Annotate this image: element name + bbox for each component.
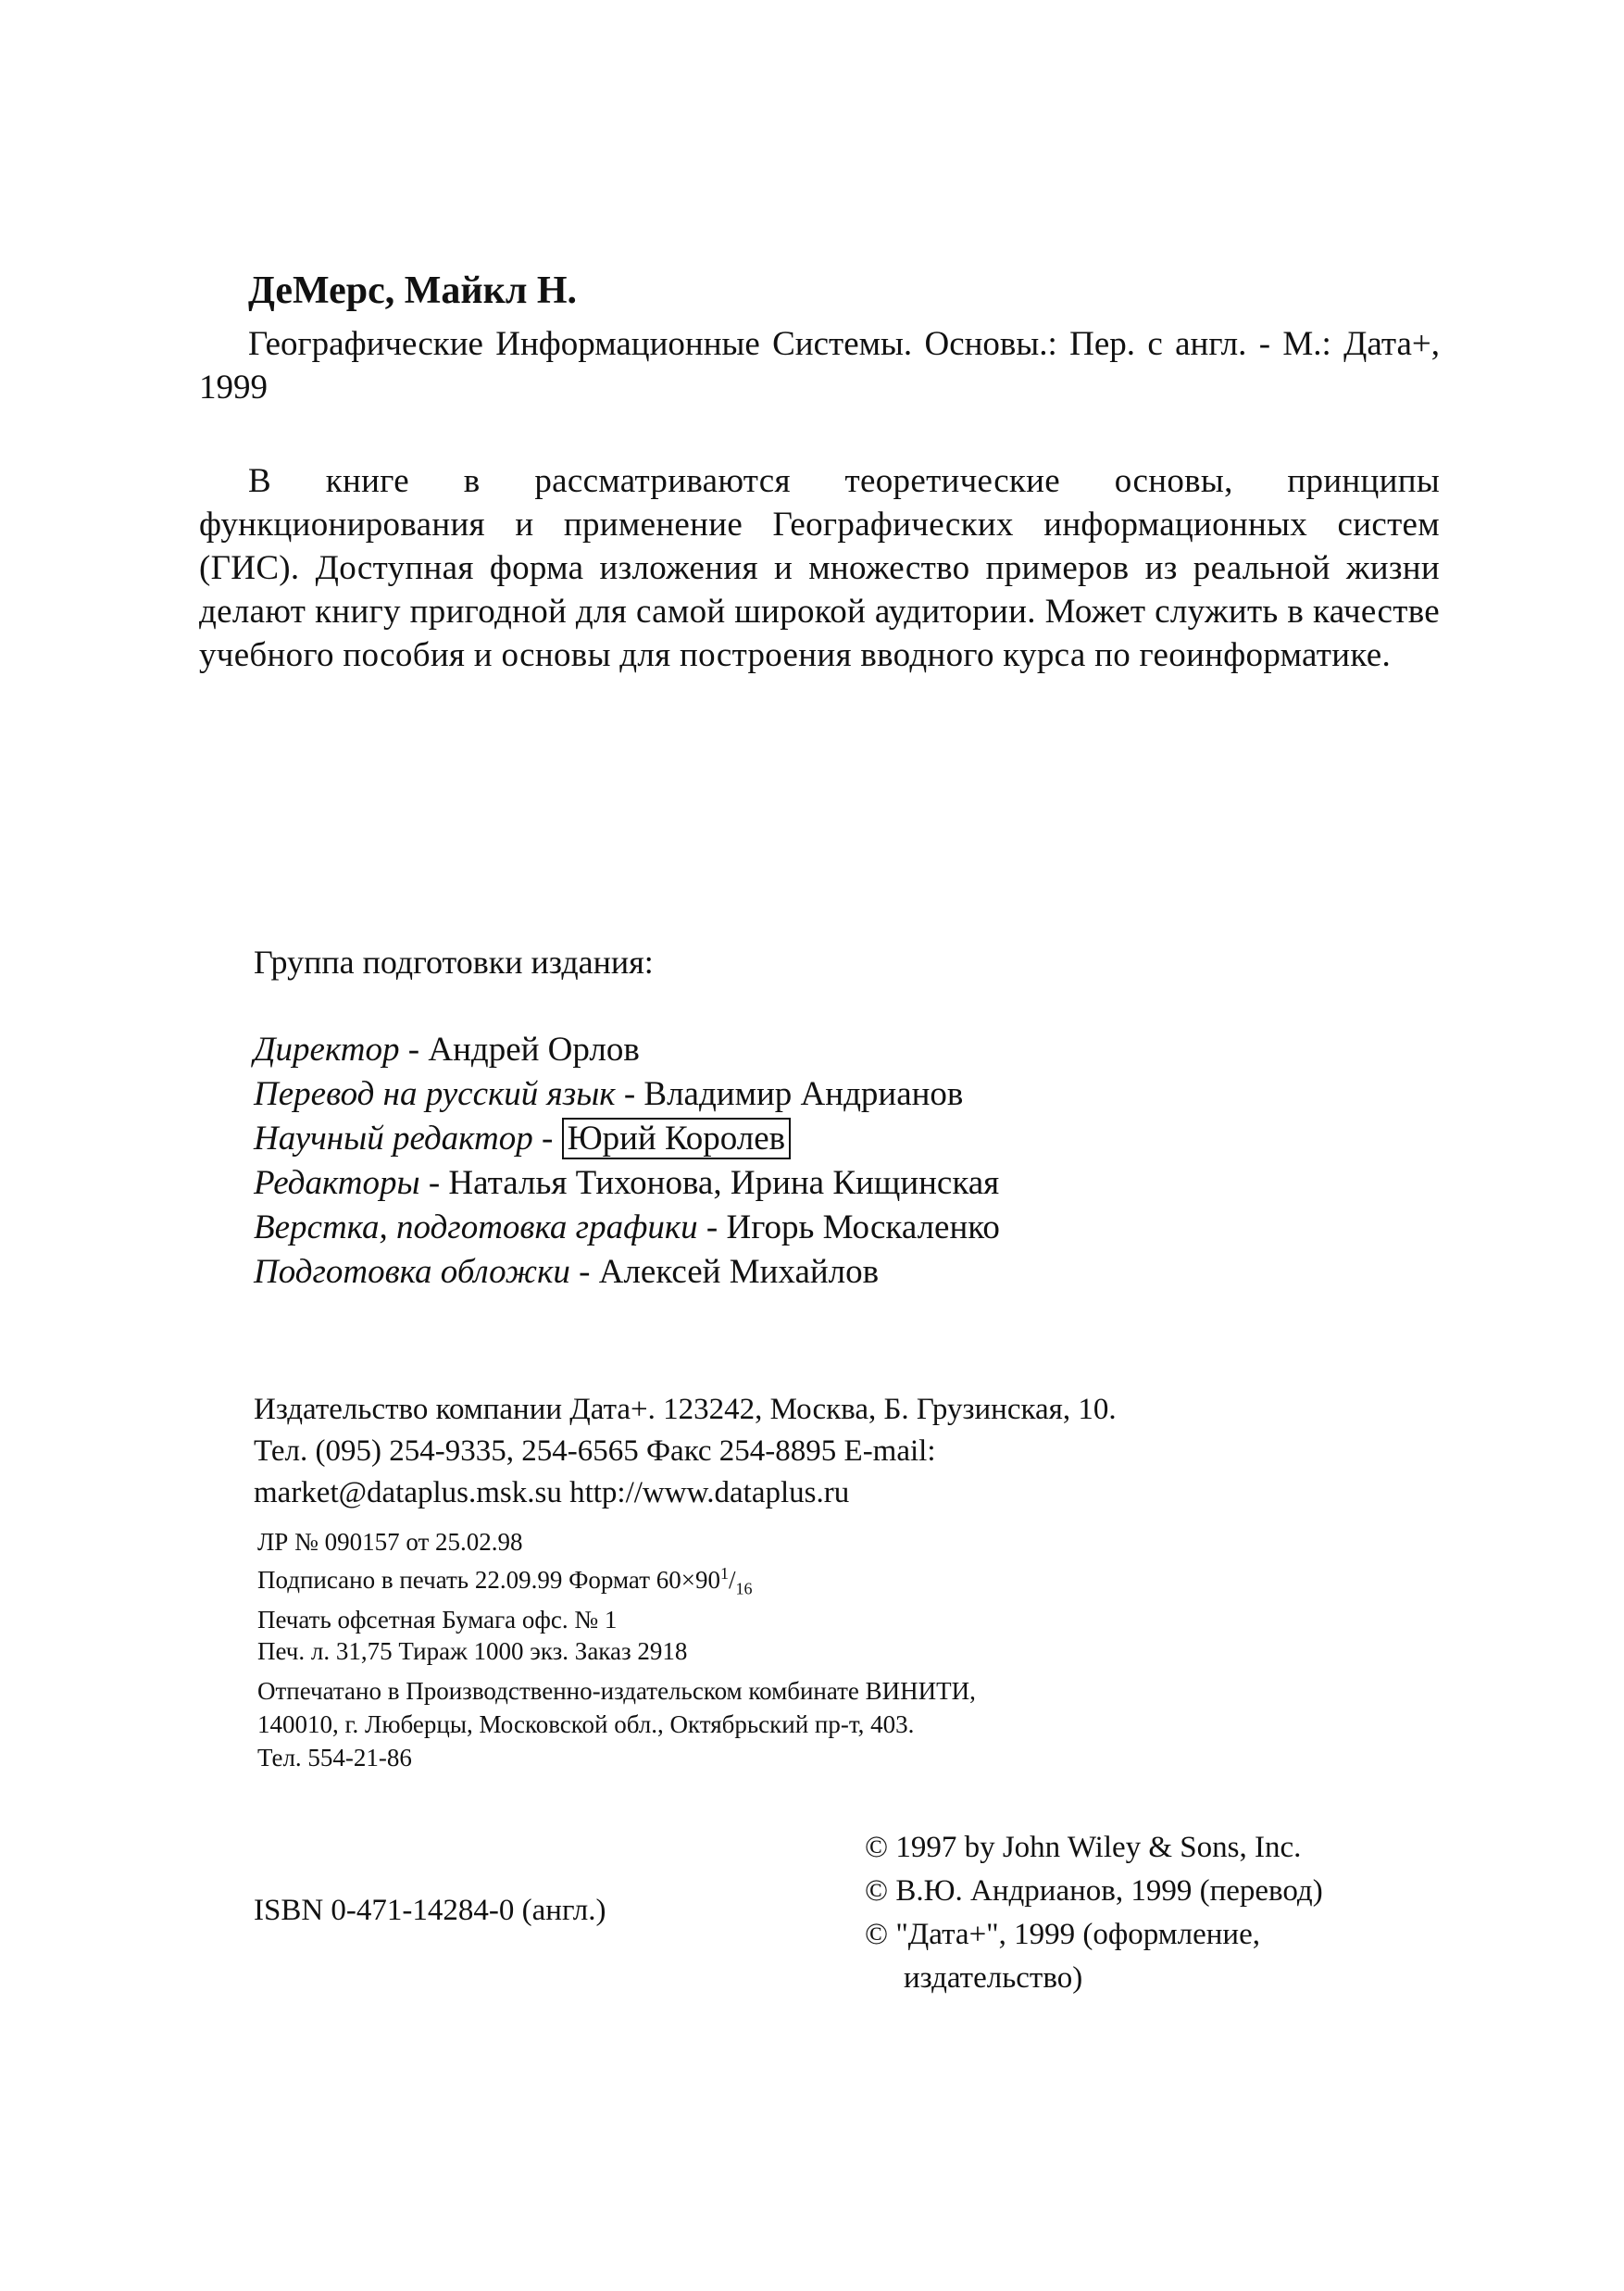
book-annotation: В книге в рассматриваются теоретические основы, принципы функционирования и применение Географических информационных систем (ГИС). Доступная форма изложения и множество примеров из реальной жизни делают книгу пригодной для самой широкой аудитории. Может служить в качестве учебного пособия и основы для построения вводного курса по геоинформатике. (199, 462, 1440, 674)
copyright-original: © 1997 by John Wiley & Sons, Inc. (865, 1831, 1302, 1864)
team-member-layout (254, 1206, 1000, 1250)
team-role: Подготовка обложки (254, 1253, 570, 1291)
team-separator: - (569, 1253, 599, 1291)
format-numerator: 1 (719, 1564, 729, 1583)
printer-phone: Тел. 554-21-86 (257, 1744, 412, 1771)
team-separator: - (399, 1031, 429, 1069)
isbn: ISBN 0-471-14284-0 (англ.) (254, 1894, 606, 1927)
team-member-name: Алексей Михайлов (598, 1253, 880, 1291)
team-member-name: Андрей Орлов (428, 1031, 640, 1069)
team-heading: Группа подготовки издания: (254, 944, 654, 981)
copyright-design-continued: издательство) (904, 1961, 1083, 1995)
printer-name: Отпечатано в Производственно-издательском комбинате ВИНИТИ, (257, 1677, 976, 1705)
team-member-name-boxed: Юрий Королев (562, 1118, 792, 1159)
team-separator: - (615, 1075, 644, 1113)
print-volume: Печ. л. 31,75 Тираж 1000 экз. Заказ 2918 (257, 1637, 688, 1666)
print-specifications (257, 1526, 753, 1667)
team-separator: - (532, 1120, 562, 1158)
publisher-address: Издательство компании Дата+. 123242, Москва, Б. Грузинская, 10. (254, 1393, 1117, 1426)
team-member-translator (254, 1072, 1000, 1117)
paper-type: Печать офсетная Бумага офс. № 1 (257, 1606, 618, 1634)
copyright-translation: © В.Ю. Андрианов, 1999 (перевод) (865, 1874, 1323, 1908)
team-member-cover (254, 1250, 1000, 1295)
team-separator: - (419, 1164, 449, 1202)
bibliographic-entry: Географические Информационные Системы. Основы.: Пер. с англ. - М.: Дата+, 1999 (199, 325, 1440, 407)
author-name: ДеМерс, Майкл Н. (248, 269, 578, 312)
license-number: ЛР № 090157 от 25.02.98 (257, 1528, 523, 1556)
copyright-block (865, 1826, 1323, 2000)
team-member-editors (254, 1161, 1000, 1206)
printer-info (257, 1674, 976, 1774)
team-member-director (254, 1028, 1000, 1072)
team-member-name: Владимир Андрианов (643, 1075, 964, 1113)
printer-address: 140010, г. Люберцы, Московской обл., Октябрьский пр-т, 403. (257, 1710, 915, 1738)
team-role: Директор (254, 1031, 400, 1069)
editorial-team-list (254, 1028, 1000, 1295)
publisher-phones: Тел. (095) 254-9335, 254-6565 Факс 254-8895 E-mail: (254, 1434, 936, 1468)
team-member-name: Игорь Москаленко (726, 1208, 1000, 1246)
copyright-design: © "Дата+", 1999 (оформление, (865, 1918, 1260, 1951)
format-slash: / (728, 1566, 736, 1594)
team-role: Научный редактор (254, 1120, 533, 1158)
publisher-web: market@dataplus.msk.su http://www.dataplus.ru (254, 1476, 850, 1509)
team-member-scientific-editor (254, 1117, 1000, 1161)
team-role: Верстка, подготовка графики (254, 1208, 698, 1246)
team-role: Редакторы (254, 1164, 420, 1202)
format-denominator: 16 (735, 1579, 753, 1598)
signed-for-print (257, 1558, 753, 1604)
team-separator: - (697, 1208, 727, 1246)
publisher-info (254, 1389, 1309, 1514)
signed-text: Подписано в печать 22.09.99 Формат 60×90 (257, 1566, 720, 1594)
team-member-name: Наталья Тихонова, Ирина Кищинская (448, 1164, 1000, 1202)
team-role: Перевод на русский язык (254, 1075, 616, 1113)
